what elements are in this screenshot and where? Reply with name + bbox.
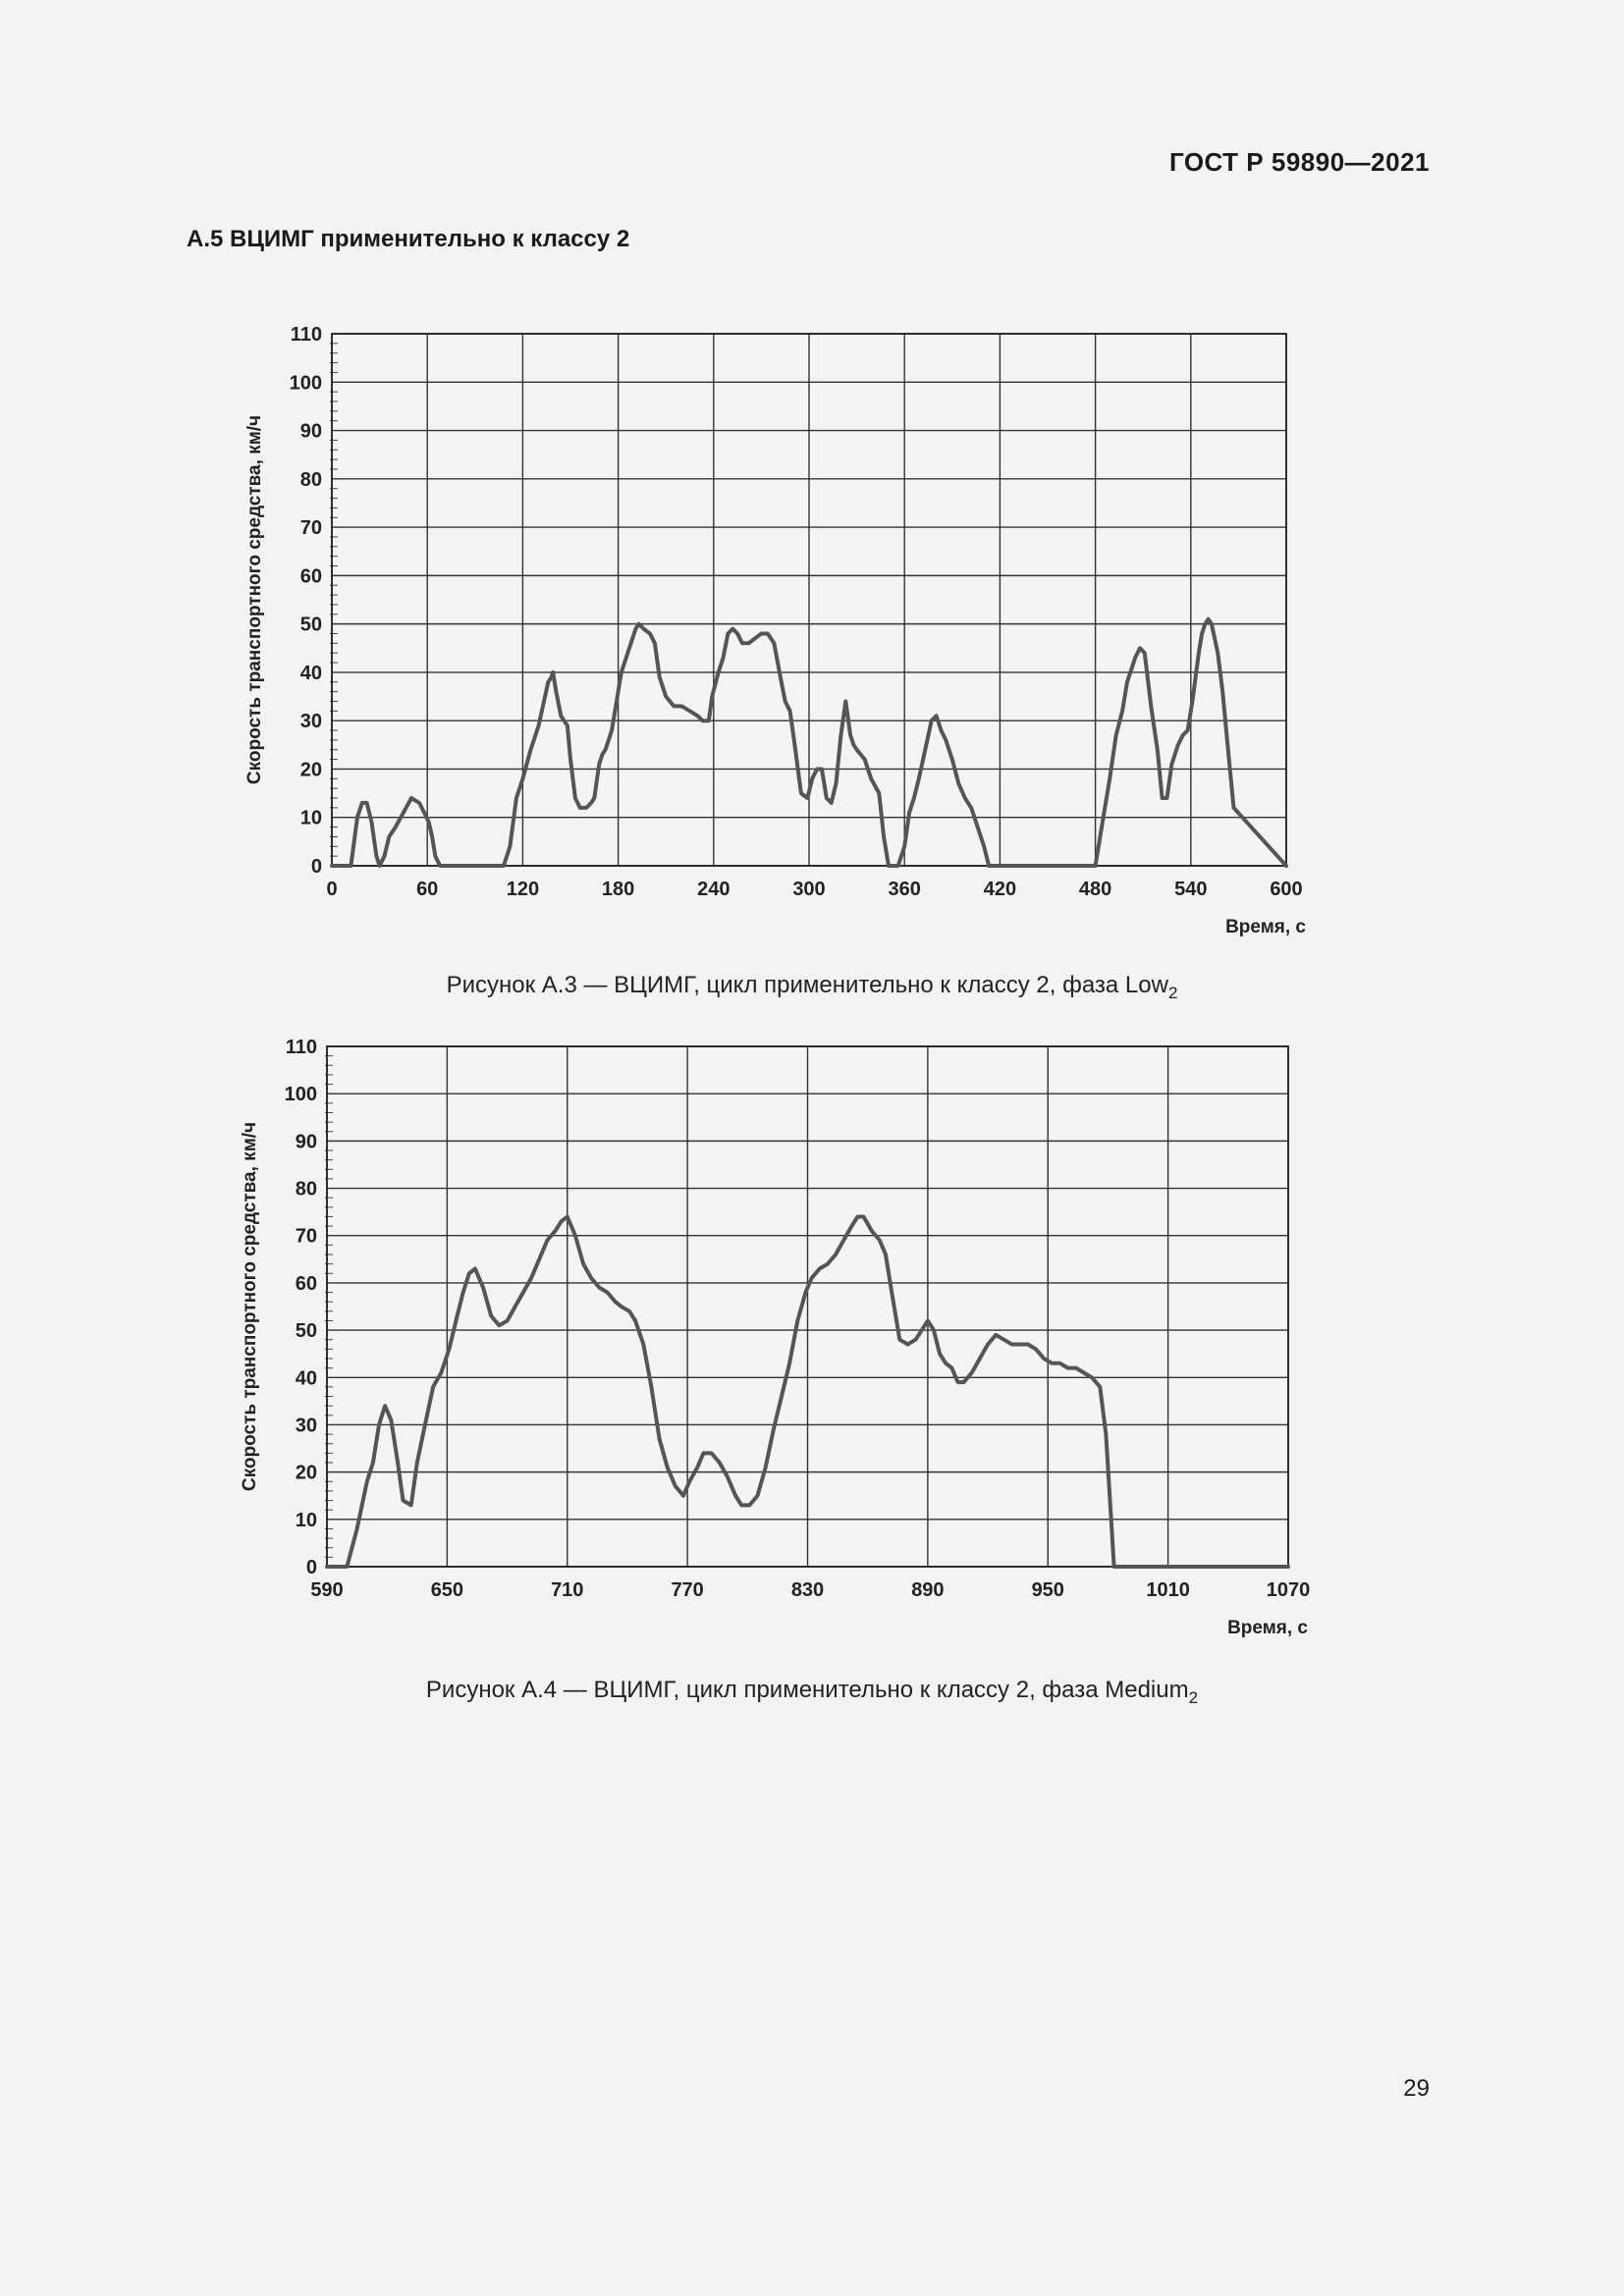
chart2-y-tick-label: 60 [295, 1272, 317, 1295]
chart2-y-tick-label: 10 [295, 1509, 317, 1531]
chart1-y-tick-label: 80 [299, 468, 322, 491]
chart1-y-tick-label: 40 [299, 662, 322, 684]
chart2-x-tick-label: 590 [310, 1579, 344, 1601]
chart1-x-tick-label: 180 [601, 879, 635, 900]
figure-caption-a4-text: Рисунок А.4 — ВЦИМГ, цикл применительно к классу 2, фаза Medium [425, 1677, 1189, 1703]
chart2-y-tick-label: 100 [284, 1084, 317, 1106]
chart2-x-tick-label: 770 [671, 1579, 704, 1601]
chart-medium-phase [0, 1011, 1624, 1679]
chart-medium-phase-svg [0, 1011, 1624, 1679]
chart2-x-tick-label: 890 [911, 1579, 945, 1601]
chart1-y-tick-label: 10 [299, 807, 322, 829]
chart1-x-tick-label: 240 [697, 879, 731, 900]
chart1-x-tick-label: 300 [792, 879, 826, 900]
figure-caption-a4 [0, 1677, 1624, 1708]
chart1-x-tick-label: 360 [888, 879, 921, 900]
chart1-y-tick-label: 110 [290, 324, 322, 346]
chart2-y-tick-label: 110 [285, 1037, 317, 1058]
chart2-y-axis-title: Скорость транспортного средства, км/ч [240, 1121, 260, 1492]
chart1-x-tick-label: 60 [416, 879, 439, 900]
chart2-x-tick-label: 950 [1031, 1579, 1064, 1601]
figure-caption-a3-text: Рисунок А.3 — ВЦИМГ, цикл применительно к классу 2, фаза Low [446, 972, 1168, 998]
chart-low-phase [0, 294, 1624, 962]
chart1-x-tick-label: 0 [326, 879, 338, 900]
chart1-x-tick-label: 540 [1174, 879, 1208, 900]
chart2-y-tick-label: 90 [295, 1131, 317, 1153]
chart2-y-tick-label: 30 [295, 1415, 317, 1437]
chart1-y-tick-label: 60 [299, 565, 322, 588]
chart2-x-tick-label: 830 [790, 1579, 825, 1601]
chart1-x-tick-label: 600 [1270, 879, 1303, 900]
page-number: 29 [1403, 2075, 1430, 2102]
chart2-y-tick-label: 50 [295, 1320, 317, 1343]
chart1-x-tick-label: 120 [506, 879, 540, 900]
chart1-y-tick-label: 100 [289, 372, 322, 395]
chart2-y-tick-label: 20 [295, 1462, 317, 1484]
document-code: ГОСТ Р 59890—2021 [1168, 147, 1430, 177]
section-title: А.5 ВЦИМГ применительно к классу 2 [187, 226, 630, 252]
chart2-y-tick-label: 70 [295, 1225, 317, 1248]
chart1-y-tick-label: 70 [299, 517, 322, 540]
chart2-x-tick-label: 1070 [1266, 1579, 1311, 1601]
chart2-y-tick-label: 0 [305, 1557, 317, 1578]
chart2-x-tick-label: 650 [430, 1579, 464, 1601]
chart1-y-tick-label: 50 [299, 614, 322, 636]
chart2-y-tick-label: 40 [295, 1367, 317, 1390]
chart2-x-axis-title: Время, с [1227, 1618, 1308, 1638]
chart-low-phase-svg [0, 294, 1624, 962]
chart1-y-axis-title: Скорость транспортного средства, км/ч [244, 414, 265, 785]
chart1-x-tick-label: 480 [1078, 879, 1112, 900]
chart2-x-tick-label: 1010 [1146, 1579, 1190, 1601]
chart2-x-tick-label: 710 [551, 1579, 584, 1601]
figure-caption-a3 [0, 972, 1624, 1003]
chart1-x-tick-label: 420 [983, 879, 1017, 900]
chart2-y-tick-label: 80 [295, 1178, 317, 1201]
chart1-y-tick-label: 20 [299, 759, 322, 781]
figure-caption-a3-subscript: 2 [1167, 983, 1178, 1002]
chart1-y-tick-label: 90 [299, 420, 322, 443]
chart1-y-tick-label: 30 [299, 711, 322, 733]
chart1-x-axis-title: Время, с [1225, 917, 1306, 937]
chart1-y-tick-label: 0 [310, 856, 322, 878]
figure-caption-a4-subscript: 2 [1188, 1687, 1199, 1707]
